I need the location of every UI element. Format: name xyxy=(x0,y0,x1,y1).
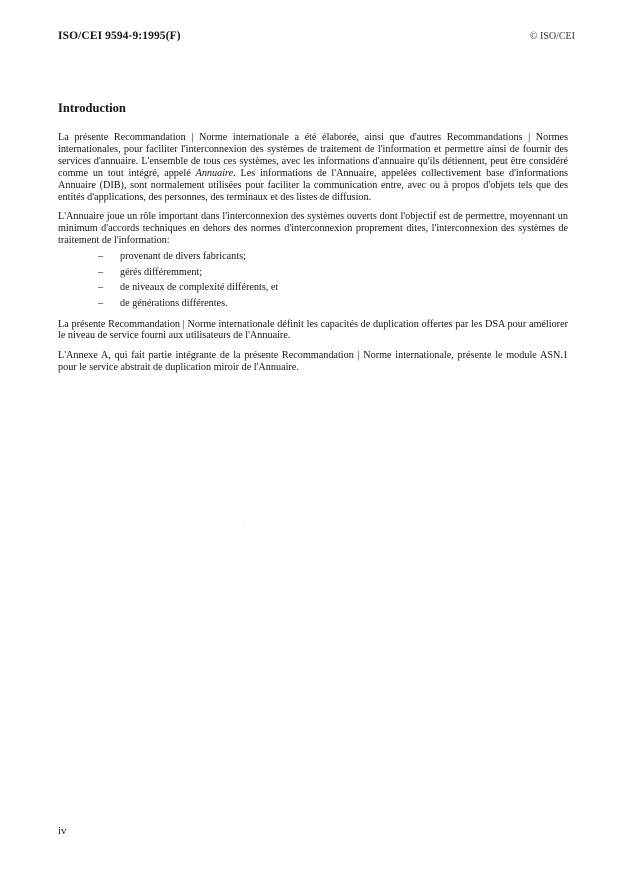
list-dash: – xyxy=(98,282,104,294)
standard-identifier: ISO/CEI 9594-9:1995(F) xyxy=(58,30,181,42)
list-item-text: de niveaux de complexité différents, et xyxy=(120,282,279,294)
list-item-text: de générations différentes. xyxy=(120,297,228,309)
list-item-text: gérés différemment; xyxy=(120,266,203,278)
systems-list xyxy=(58,251,568,309)
list-item xyxy=(58,251,568,263)
list-dash: – xyxy=(98,251,104,263)
section-title: Introduction xyxy=(58,101,126,115)
list-item xyxy=(58,298,568,310)
list-dash: – xyxy=(98,266,104,278)
paragraph-4: L'Annexe A, qui fait partie intégrante de la présente Recommandation | Norme internationale, présente le module ASN.1 pour le service abstrait de duplication miroir de l'Annuaire. xyxy=(58,350,568,374)
paragraph-1-text-b: . Les informations de l'Annuaire, appelées collectivement base d'informations Annuaire (DIB), sont normalement utilisées pour faciliter la communication entre, avec ou à propos d'objets tels que des entités d'applications, des personnes, des terminaux et des listes de diffusion. xyxy=(58,167,568,203)
paragraph-1-text-a: La présente Recommandation | Norme internationale a été élaborée, ainsi que d'autres Recommandations | Normes internationales, pour faciliter l'interconnexion des systèmes de traitement de l'information et permettre ainsi de fournir des services d'annuaire. L'ensemble de tous ces systèmes, avec les informations d'annuaire qu'ils détiennent, peut être considéré comme un tout intégré, appelé xyxy=(58,132,568,179)
stray-mark: · xyxy=(243,524,245,530)
paragraph-1 xyxy=(58,132,568,203)
paragraph-3: La présente Recommandation | Norme internationale définit les capacités de duplication offertes par les DSA pour améliorer le niveau de service fourni aux utilisateurs de l'Annuaire. xyxy=(58,318,568,342)
list-item-text: provenant de divers fabricants; xyxy=(120,251,246,263)
page-number: iv xyxy=(58,825,67,837)
list-dash: – xyxy=(98,297,104,309)
annuaire-term: Annuaire xyxy=(195,167,234,179)
document-body xyxy=(58,132,568,382)
list-item xyxy=(58,267,568,279)
paragraph-2: L'Annuaire joue un rôle important dans l'interconnexion des systèmes ouverts dont l'objectif est de permettre, moyennant un minimum d'accords techniques en dehors des normes d'interconnexion proprement dites, l'interconnexion des systèmes de traitement de l'information: xyxy=(58,211,568,247)
list-item xyxy=(58,282,568,294)
copyright-notice: © ISO/CEI xyxy=(529,31,575,42)
